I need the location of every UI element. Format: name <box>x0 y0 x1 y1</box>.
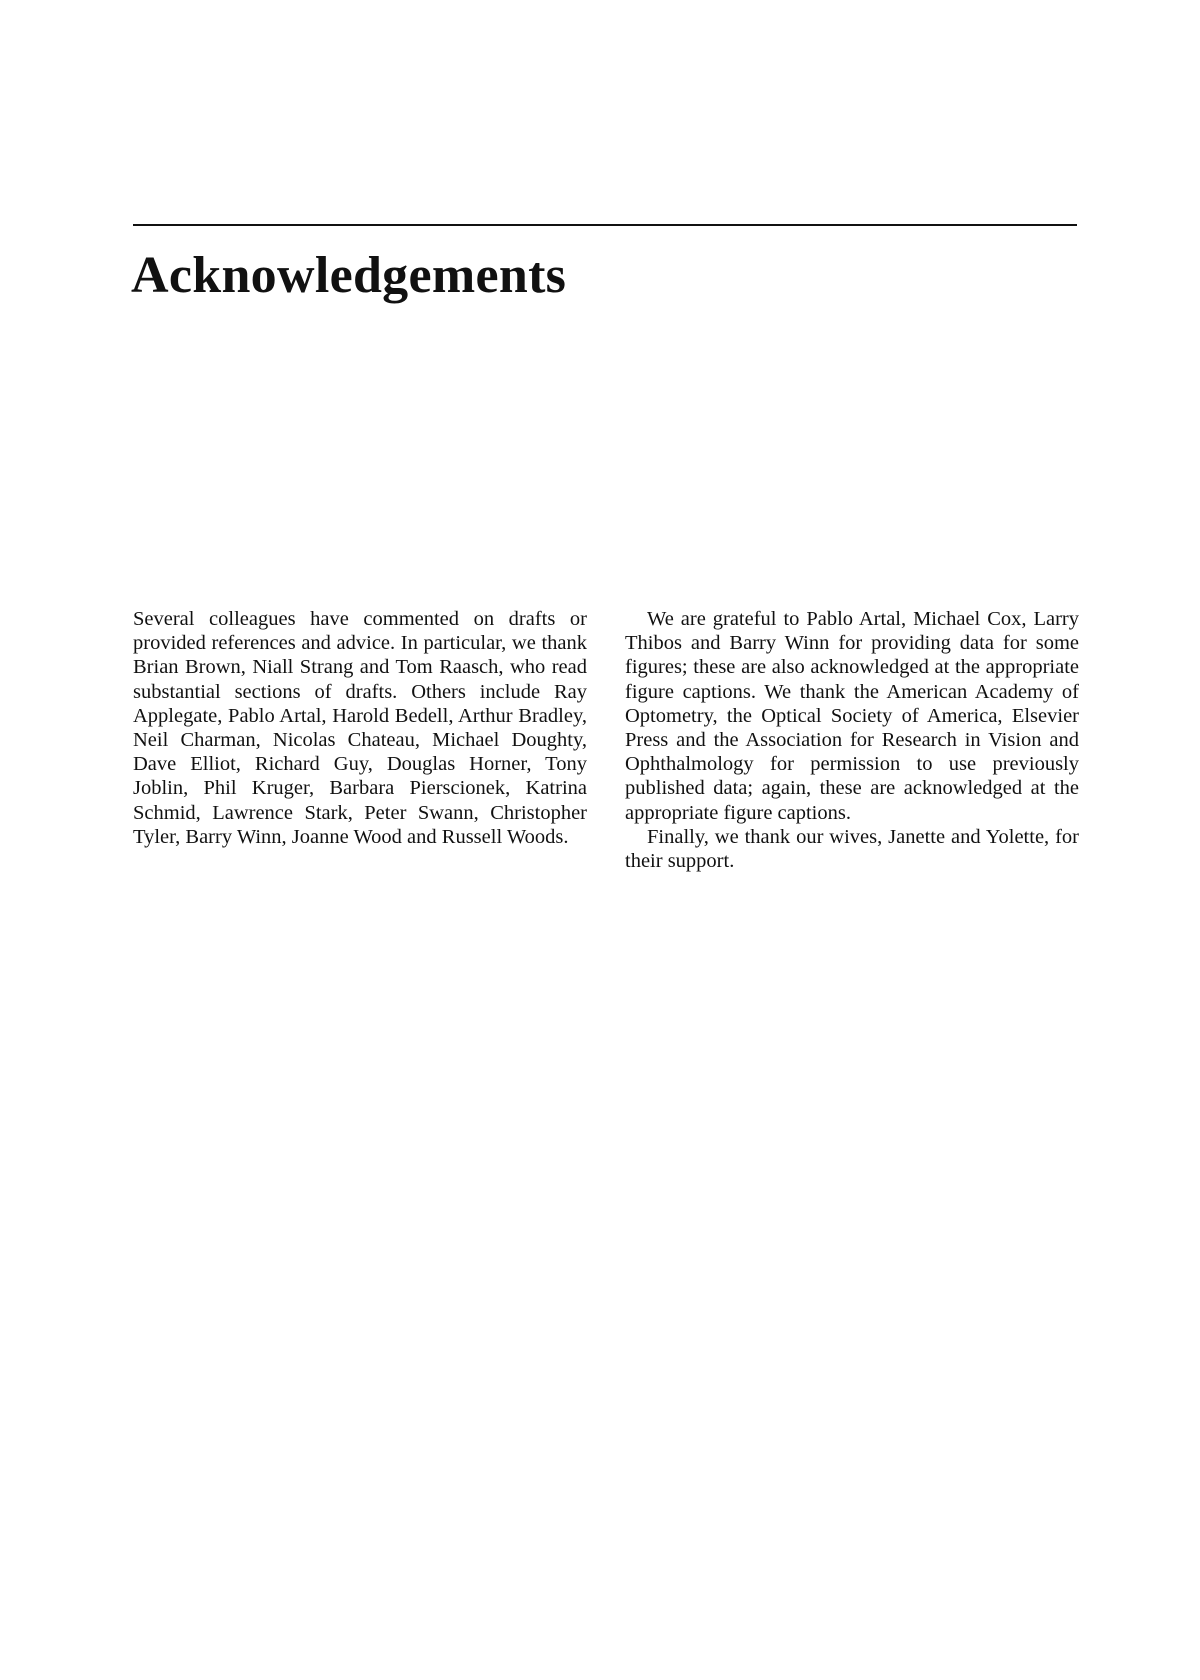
header-rule <box>133 224 1077 226</box>
left-column <box>133 607 587 849</box>
page-title: Acknowledgements <box>131 247 567 304</box>
paragraph: Finally, we thank our wives, Janette and Yolette, for their support. <box>625 825 1079 873</box>
paragraph: We are grateful to Pablo Artal, Michael Cox, Larry Thibos and Barry Winn for providing data for some figures; these are also acknowledged at the appropriate figure captions. We thank the American Academy of Optometry, the Optical Society of America, Elsevier Press and the Association for Research in Vision and Ophthalmology for permission to use previously published data; again, these are acknowledged at the appropriate figure captions. <box>625 608 1079 824</box>
paragraph: Several colleagues have commented on drafts or provided references and advice. In particular, we thank Brian Brown, Niall Strang and Tom Raasch, who read substantial sections of drafts. Others include Ray Applegate, Pablo Artal, Harold Bedell, Arthur Bradley, Neil Charman, Nicolas Chateau, Michael Doughty, Dave Elliot, Richard Guy, Douglas Horner, Tony Joblin, Phil Kruger, Barbara Pierscionek, Katrina Schmid, Lawrence Stark, Peter Swann, Christopher Tyler, Barry Winn, Joanne Wood and Russell Woods. <box>133 608 587 848</box>
right-column <box>625 607 1079 873</box>
